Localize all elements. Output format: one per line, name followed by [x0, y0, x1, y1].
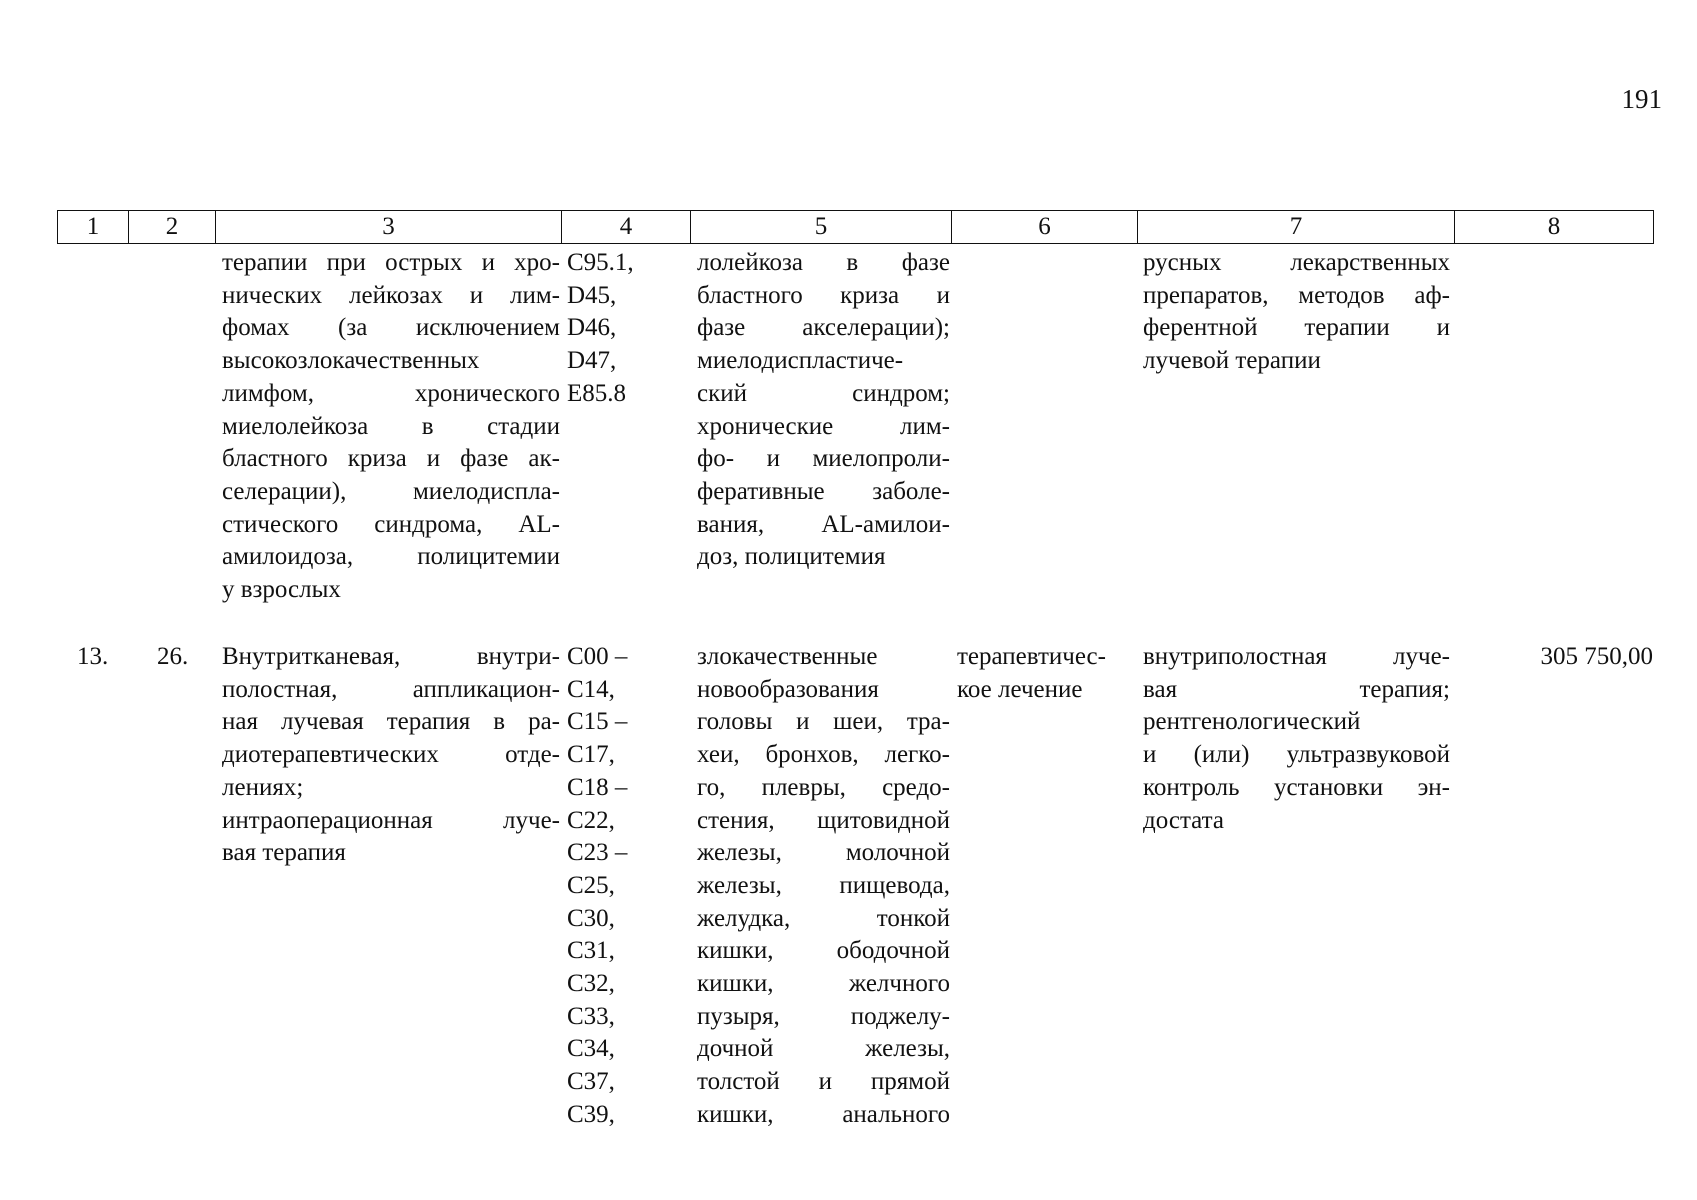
- row-number: 13.: [77, 643, 109, 670]
- text-word: стения,: [697, 806, 775, 834]
- text-line: C30,: [567, 904, 615, 932]
- text-line: [697, 772, 950, 805]
- text-word: желчного: [848, 970, 950, 998]
- text-line: C37,: [567, 1068, 615, 1096]
- continued-diagnosis-text: [697, 247, 950, 574]
- text-line: [1143, 247, 1450, 280]
- text-word: AL-: [518, 510, 560, 538]
- text-line: D46,: [567, 314, 617, 342]
- text-word: внутри-: [476, 643, 560, 670]
- text-word: плевры,: [761, 773, 846, 801]
- text-line: [222, 739, 560, 772]
- text-line: [1143, 312, 1450, 345]
- diagnosis-model: [697, 641, 950, 1132]
- text-word: терапия: [386, 708, 471, 736]
- text-line: C15 –: [567, 708, 628, 736]
- text-word: лейкозах: [349, 281, 443, 309]
- text-line: миелодиспластиче-: [697, 347, 904, 375]
- text-word: фазе: [901, 249, 950, 276]
- text-word: нических: [222, 281, 323, 309]
- text-word: и: [1143, 741, 1157, 769]
- text-word: лим-: [900, 412, 950, 440]
- text-word: ферентной: [1143, 314, 1258, 342]
- text-word: тонкой: [876, 904, 950, 932]
- text-word: средо-: [882, 773, 950, 801]
- text-word: фазе: [697, 314, 746, 342]
- text-line: [697, 1099, 950, 1132]
- text-word: отде-: [505, 741, 560, 769]
- text-word: (за: [338, 314, 368, 342]
- text-line: [222, 247, 560, 280]
- text-word: при: [326, 249, 366, 276]
- text-word: ная: [222, 708, 258, 736]
- column-number-2: 2: [129, 211, 216, 244]
- text-line: [697, 476, 950, 509]
- text-word: пищевода,: [839, 871, 950, 899]
- text-word: миелопроли-: [812, 445, 950, 473]
- text-word: вания,: [697, 510, 765, 538]
- text-word: препаратов,: [1143, 281, 1269, 309]
- text-line: D47,: [567, 347, 617, 375]
- text-word: криза: [840, 281, 900, 309]
- text-line: [697, 312, 950, 345]
- text-word: фазе: [460, 445, 509, 473]
- text-word: ободочной: [836, 937, 950, 965]
- text-word: и: [1436, 314, 1450, 342]
- text-line: [697, 378, 950, 411]
- text-word: полицитемии: [417, 543, 560, 571]
- text-line: [222, 674, 560, 707]
- continued-icd-codes: [567, 247, 687, 411]
- treatment-method-name: [222, 641, 560, 870]
- text-word: железы,: [697, 839, 782, 867]
- text-word: в: [421, 412, 434, 440]
- text-line: [697, 411, 950, 444]
- text-line: кое лечение: [957, 675, 1083, 703]
- text-line: высокозлокачественных: [222, 347, 480, 375]
- text-line: [697, 247, 950, 280]
- text-word: фомах: [222, 314, 290, 342]
- text-line: [697, 509, 950, 542]
- text-line: C17,: [567, 741, 615, 769]
- text-word: дочной: [697, 1035, 774, 1063]
- text-line: [222, 706, 560, 739]
- text-word: хронические: [697, 412, 834, 440]
- text-line: [222, 509, 560, 542]
- text-line: C32,: [567, 970, 615, 998]
- text-line: E85.8: [567, 379, 627, 407]
- text-word: синдром;: [852, 379, 950, 407]
- vmp-group-number: 26.: [157, 643, 189, 670]
- text-word: лимфом,: [222, 379, 314, 407]
- text-word: интраоперационная: [222, 806, 433, 834]
- text-word: терапия;: [1359, 675, 1450, 703]
- text-word: хеи,: [697, 741, 740, 769]
- continued-method-description-text: [1143, 247, 1450, 378]
- text-word: AL-амилои-: [821, 510, 950, 538]
- text-line: [1143, 641, 1450, 674]
- text-word: лекарственных: [1290, 249, 1450, 276]
- text-word: диотерапевтических: [222, 741, 439, 769]
- column-number-3: 3: [216, 211, 562, 244]
- text-line: [222, 378, 560, 411]
- text-line: [697, 706, 950, 739]
- treatment-type: [957, 641, 1137, 706]
- text-word: легко-: [884, 741, 950, 769]
- text-line: [697, 837, 950, 870]
- text-word: луче-: [503, 806, 560, 834]
- text-word: бронхов,: [765, 741, 859, 769]
- text-line: [697, 935, 950, 968]
- text-line: [222, 312, 560, 345]
- text-word: амилоидоза,: [222, 543, 354, 571]
- funding-standard-value: 305 750,00: [1540, 643, 1653, 670]
- text-word: бластного: [222, 445, 328, 473]
- text-line: C23 –: [567, 839, 628, 867]
- text-word: желудка,: [697, 904, 791, 932]
- text-word: железы,: [865, 1035, 950, 1063]
- treatment-method-description: [1143, 641, 1450, 837]
- text-word: и: [796, 708, 810, 736]
- text-word: миелолейкоза: [222, 412, 369, 440]
- text-word: хро-: [514, 249, 560, 276]
- text-word: лучевая: [280, 708, 364, 736]
- text-line: [697, 1033, 950, 1066]
- text-line: [697, 805, 950, 838]
- text-word: вая: [1143, 675, 1178, 703]
- text-line: C22,: [567, 806, 615, 834]
- text-word: щитовидной: [817, 806, 950, 834]
- text-word: железы,: [697, 871, 782, 899]
- continued-treatment-method-text: [222, 247, 560, 607]
- column-number-4: 4: [562, 211, 691, 244]
- text-word: исключением: [415, 314, 560, 342]
- text-word: аф-: [1414, 281, 1450, 309]
- text-word: ультразвуковой: [1286, 741, 1450, 769]
- text-word: селерации),: [222, 477, 347, 505]
- text-word: анального: [842, 1100, 950, 1128]
- text-word: ский: [697, 379, 747, 407]
- text-line: [222, 476, 560, 509]
- text-word: головы: [697, 708, 773, 736]
- text-word: методов: [1298, 281, 1385, 309]
- text-word: русных: [1143, 249, 1222, 276]
- text-word: фо-: [697, 445, 735, 473]
- text-word: лим-: [510, 281, 560, 309]
- text-line: C95.1,: [567, 249, 634, 276]
- text-word: феративные: [697, 477, 825, 505]
- text-word: терапии: [1304, 314, 1390, 342]
- text-line: [697, 739, 950, 772]
- text-word: молочной: [845, 839, 950, 867]
- text-line: у взрослых: [222, 576, 341, 604]
- text-word: терапии: [222, 249, 308, 276]
- text-line: вая терапия: [222, 839, 346, 867]
- text-word: (или): [1193, 741, 1250, 769]
- text-line: терапевтичес-: [957, 643, 1106, 670]
- text-line: [222, 641, 560, 674]
- text-line: [222, 411, 560, 444]
- text-word: кишки,: [697, 1100, 774, 1128]
- text-line: [697, 443, 950, 476]
- text-line: [1143, 674, 1450, 707]
- text-word: контроль: [1143, 773, 1240, 801]
- text-word: и: [818, 1068, 833, 1096]
- text-line: [222, 541, 560, 574]
- text-word: Внутритканевая,: [222, 643, 401, 670]
- text-word: миелодиспла-: [412, 477, 560, 505]
- text-line: C18 –: [567, 773, 628, 801]
- text-line: [697, 1001, 950, 1034]
- text-word: в: [493, 708, 506, 736]
- text-word: и: [469, 281, 484, 309]
- text-word: хронического: [414, 379, 560, 407]
- text-word: го,: [697, 773, 726, 801]
- text-word: установки: [1273, 773, 1384, 801]
- text-line: [697, 1066, 950, 1099]
- text-line: C31,: [567, 937, 615, 965]
- text-word: пузыря,: [697, 1002, 780, 1030]
- text-word: тра-: [906, 708, 950, 736]
- text-word: бластного: [697, 281, 803, 309]
- text-word: стадии: [487, 412, 560, 440]
- column-header-row: [57, 210, 1654, 244]
- text-word: и: [481, 249, 495, 276]
- text-line: C00 –: [567, 643, 628, 670]
- text-word: ак-: [528, 445, 560, 473]
- text-word: в: [846, 249, 859, 276]
- text-line: [697, 903, 950, 936]
- text-word: эн-: [1417, 773, 1450, 801]
- text-line: C33,: [567, 1002, 615, 1030]
- text-line: [222, 805, 560, 838]
- text-line: [697, 870, 950, 903]
- text-word: толстой: [697, 1068, 780, 1096]
- text-word: ра-: [528, 708, 560, 736]
- text-word: и: [766, 445, 780, 473]
- column-number-6: 6: [952, 211, 1138, 244]
- text-line: [222, 280, 560, 313]
- text-line: [697, 280, 950, 313]
- text-line: [1143, 772, 1450, 805]
- text-line: [222, 443, 560, 476]
- text-line: [697, 968, 950, 1001]
- text-word: луче-: [1393, 643, 1450, 670]
- text-line: достата: [1143, 806, 1224, 834]
- text-word: шеи,: [833, 708, 884, 736]
- text-word: кишки,: [697, 937, 774, 965]
- text-word: кишки,: [697, 970, 774, 998]
- column-number-5: 5: [691, 211, 952, 244]
- text-word: лолейкоза: [697, 249, 803, 276]
- text-line: лучевой терапии: [1143, 347, 1321, 375]
- text-word: поджелу-: [850, 1002, 950, 1030]
- text-word: и: [426, 445, 441, 473]
- page-number: 191: [1621, 84, 1662, 114]
- text-word: криза: [347, 445, 407, 473]
- column-number-8: 8: [1455, 211, 1654, 244]
- text-line: C14,: [567, 675, 615, 703]
- text-line: [1143, 739, 1450, 772]
- text-line: C25,: [567, 871, 615, 899]
- text-line: [1143, 280, 1450, 313]
- text-word: прямой: [870, 1068, 950, 1096]
- text-word: заболе-: [872, 477, 950, 505]
- text-word: стического: [222, 510, 339, 538]
- column-number-1: 1: [58, 211, 129, 244]
- text-line: D45,: [567, 281, 617, 309]
- text-word: и: [936, 281, 950, 309]
- text-line: новообразования: [697, 675, 879, 703]
- icd-codes: [567, 641, 687, 1132]
- text-line: лениях;: [222, 773, 304, 801]
- text-word: внутриполостная: [1143, 643, 1327, 670]
- text-line: доз, полицитемия: [697, 543, 886, 571]
- text-line: C34,: [567, 1035, 615, 1063]
- text-word: синдрома,: [374, 510, 483, 538]
- text-word: полостная,: [222, 675, 338, 703]
- text-line: C39,: [567, 1100, 615, 1128]
- text-line: злокачественные: [697, 643, 878, 670]
- text-word: аппликацион-: [412, 675, 560, 703]
- column-number-7: 7: [1138, 211, 1455, 244]
- text-line: рентгенологический: [1143, 708, 1361, 736]
- text-word: острых: [385, 249, 463, 276]
- text-word: акселерации);: [802, 314, 950, 342]
